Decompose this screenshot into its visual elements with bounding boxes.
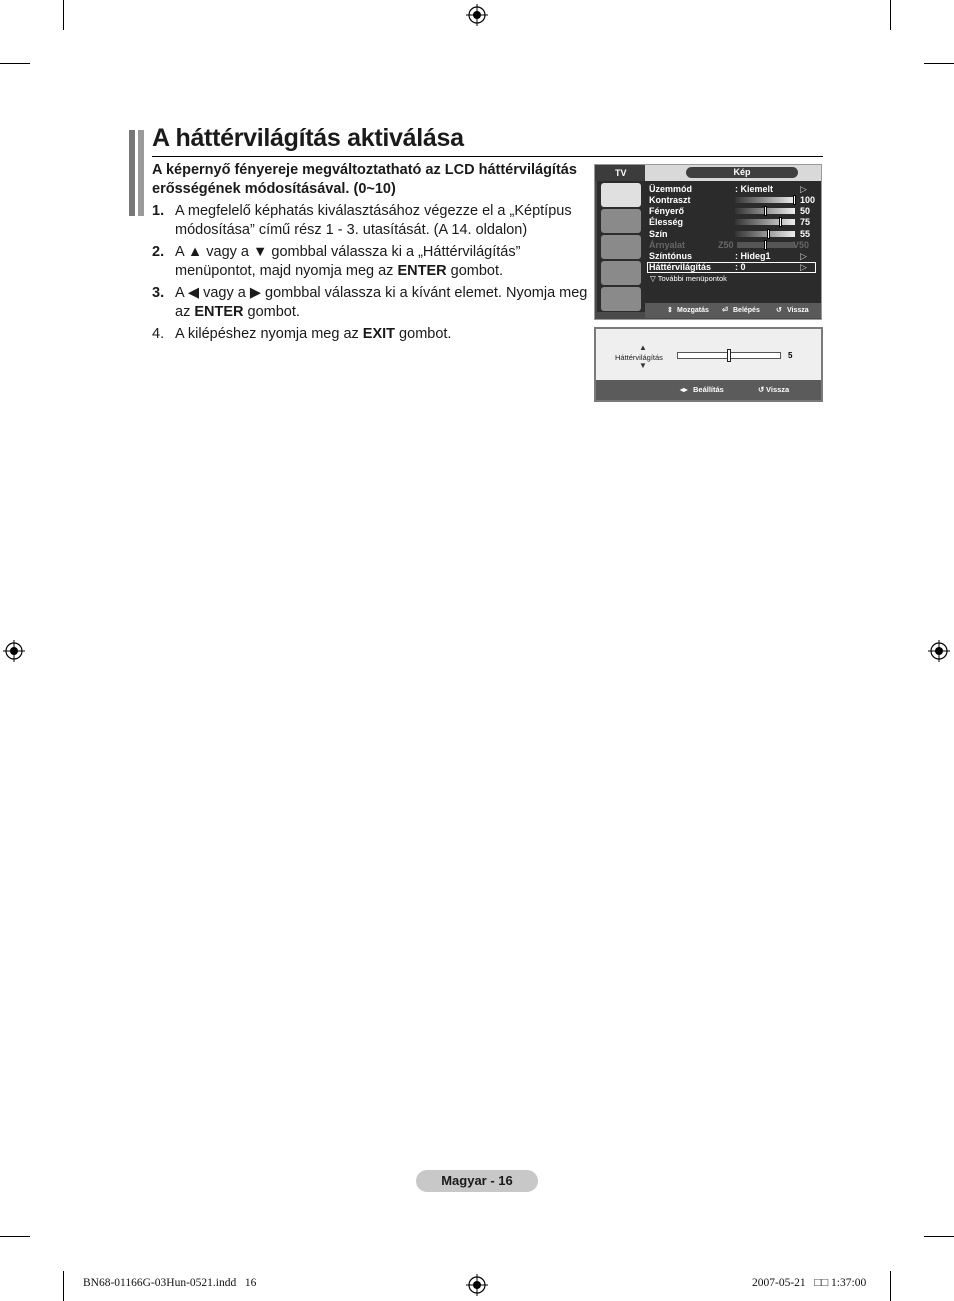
step-text: gombot.: [446, 263, 504, 279]
channel-category-icon: [601, 235, 641, 259]
file-slug: BN68-01166G-03Hun-0521.indd 16: [83, 1277, 257, 1289]
osd-item-value: 100: [800, 195, 816, 205]
setup-category-icon: [601, 261, 641, 285]
osd-item-label: Árnyalat: [649, 240, 686, 250]
return-icon: ↺: [776, 307, 782, 314]
step-number: 3.: [152, 285, 165, 301]
step-1: [152, 202, 592, 240]
osd-item-label: Szín: [649, 229, 668, 239]
osd-slider: [735, 231, 795, 237]
step-number: 4.: [152, 326, 165, 342]
key-name: EXIT: [362, 326, 396, 342]
osd-item-label: Színtónus: [649, 251, 692, 261]
osd-more-items: ▽ További menüpontok: [650, 274, 727, 283]
intro-text: A képernyő fényereje megváltoztatható az LCD háttérvilágítás erősségének módosításával. (0~10): [152, 162, 577, 197]
title-divider: [152, 156, 823, 157]
key-name: ENTER: [397, 263, 447, 279]
osd-item-label: Háttérvilágítás: [649, 262, 712, 272]
backlight-slider-thumb: [727, 349, 731, 362]
osd-item-label: Kontraszt: [649, 195, 691, 205]
step-3: [152, 284, 592, 322]
osd-slider-thumb: [767, 229, 770, 239]
osd-item-value: : Hideg1: [735, 251, 771, 261]
backlight-footer-back: Vissza: [766, 385, 790, 394]
step-text: gombot.: [243, 304, 300, 320]
enter-icon: ⏎: [722, 307, 728, 314]
osd-footer-move: Mozgatás: [677, 307, 709, 314]
step-text: A ▲ vagy a ▼ gombbal válassza ki a „Háttérvilágítás” menüpontot, majd nyomja meg az: [175, 244, 521, 279]
step-number: 2.: [152, 244, 165, 260]
up-arrow-icon: ▲: [639, 343, 647, 352]
title-accent-bar: [138, 130, 144, 216]
submenu-arrow-icon: ▷: [800, 251, 807, 261]
osd-item-label: Üzemmód: [649, 184, 693, 194]
step-4: [152, 325, 592, 344]
left-right-icon: ◂▸: [680, 385, 688, 394]
osd-item-value: 75: [800, 217, 811, 227]
osd-item-value: : Kiemelt: [735, 184, 774, 194]
osd-item-value: V50: [793, 240, 810, 250]
osd-item-label: Fényerő: [649, 206, 685, 216]
submenu-arrow-icon: ▷: [800, 184, 807, 194]
step-2: [152, 243, 592, 281]
osd-slider: [735, 197, 795, 203]
registration-mark-icon: [466, 1274, 488, 1296]
osd-category-column: [597, 181, 645, 312]
osd-slider-thumb: [764, 206, 767, 216]
registration-mark-icon: [928, 640, 950, 662]
return-icon: ↺: [758, 385, 765, 394]
move-icon: ⇕: [667, 307, 673, 314]
step-text: A kilépéshez nyomja meg az: [175, 326, 363, 342]
key-name: ENTER: [194, 304, 244, 320]
submenu-arrow-icon: ▷: [800, 262, 807, 272]
title-accent-bar: [129, 130, 135, 216]
osd-slider: [735, 219, 795, 225]
osd-slider-thumb: [779, 217, 782, 227]
step-text: A megfelelő képhatás kiválasztásához végezze el a „Képtípus módosítása” című rész 1 - 3. utasítását. (A 14. oldalon): [175, 203, 572, 238]
osd-slider-thumb: [793, 195, 796, 205]
input-category-icon: [601, 287, 641, 311]
down-arrow-icon: ▼: [639, 361, 647, 370]
step-text: gombot.: [395, 326, 452, 342]
osd-footer-back: Vissza: [787, 307, 809, 314]
osd-item-value: : 0: [735, 262, 746, 272]
step-text: A ◀ vagy a ▶ gombbal válassza ki a kívánt elemet. Nyomja meg az: [175, 285, 588, 320]
picture-category-icon: [601, 183, 641, 207]
registration-mark-icon: [466, 4, 488, 26]
osd-tab-tv: TV: [595, 165, 645, 181]
step-number: 1.: [152, 203, 165, 219]
sound-category-icon: [601, 209, 641, 233]
print-timestamp: 2007-05-21 □□ 1:37:00: [752, 1277, 867, 1289]
registration-mark-icon: [3, 640, 25, 662]
osd-item-value: 55: [800, 229, 811, 239]
backlight-footer-adjust: Beállítás: [693, 385, 724, 394]
page-number-badge: Magyar - 16: [416, 1170, 538, 1192]
osd-menu-title: Kép: [686, 167, 798, 178]
osd-footer-enter: Belépés: [733, 307, 760, 314]
backlight-value: 5: [788, 351, 793, 360]
backlight-label: Háttérvilágítás: [615, 353, 663, 362]
osd-slider-thumb: [764, 240, 767, 250]
step-list: [152, 202, 592, 347]
osd-item-value: Z50: [718, 240, 734, 250]
page-title: A háttérvilágítás aktiválása: [152, 124, 464, 152]
osd-item-value: 50: [800, 206, 811, 216]
osd-item-label: Élesség: [649, 217, 684, 227]
